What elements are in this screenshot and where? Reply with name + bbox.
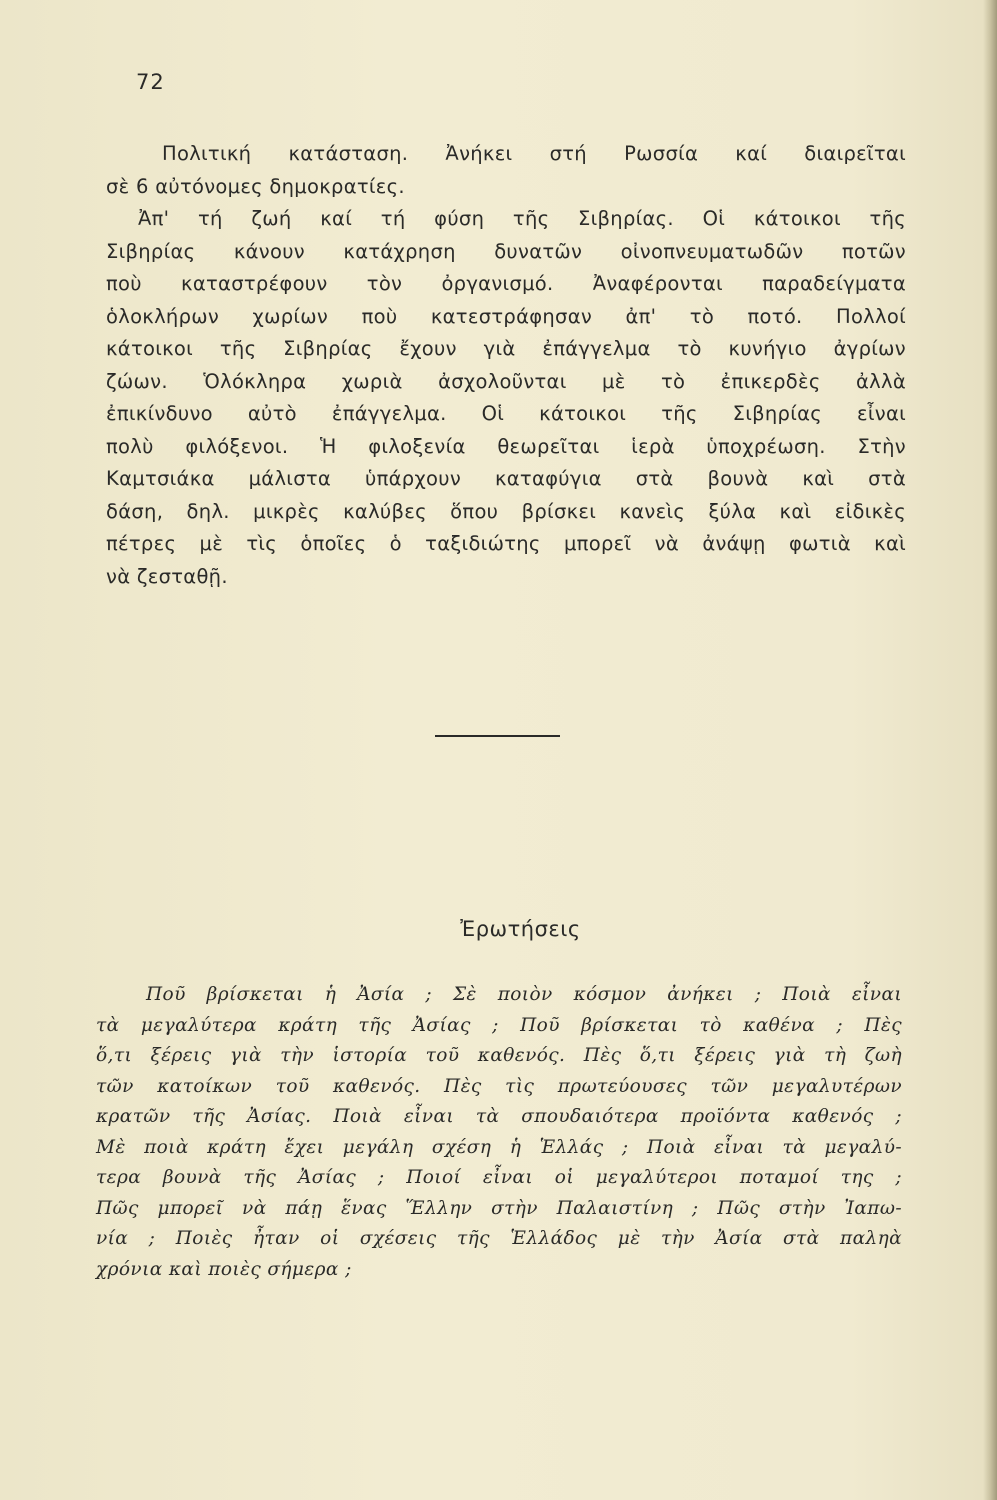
question-line: τερα βουνὰ τῆς Ἀσίας ; Ποιοί εἶναι οἱ μεγαλύτεροι ποταμοί της ; <box>96 1167 902 1188</box>
body-line: ποὺ καταστρέφουν τὸν ὀργανισμό. Ἀναφέρονται παραδείγματα <box>106 272 906 295</box>
question-line: νία ; Ποιὲς ἦταν οἱ σχέσεις τῆς Ἑλλάδος μὲ τὴν Ἀσία στὰ παληὰ <box>96 1228 902 1249</box>
question-line: Ποῦ βρίσκεται ἡ Ἀσία ; Σὲ ποιὸν κόσμον ἀνήκει ; Ποιὰ εἶναι <box>146 984 902 1005</box>
section-divider <box>435 735 560 737</box>
body-line: πολὺ φιλόξενοι. Ἡ φιλοξενία θεωρεῖται ἱερὰ ὑποχρέωση. Στὴν <box>106 434 906 458</box>
body-line: κάτοικοι τῆς Σιβηρίας ἔχουν γιὰ ἐπάγγελμα τὸ κυνήγιο ἀγρίων <box>106 337 906 360</box>
question-line: Μὲ ποιὰ κράτη ἔχει μεγάλη σχέση ἡ Ἑλλάς ; Ποιὰ εἶναι τὰ μεγαλύ- <box>96 1136 902 1158</box>
body-line: Ἀπ' τή ζωή καί τή φύση τῆς Σιβηρίας. Οἱ κάτοικοι τῆς <box>138 207 906 230</box>
question-line: χρόνια καὶ ποιὲς σήμερα ; <box>96 1258 352 1280</box>
page-edge-shadow <box>983 0 997 1500</box>
page-number: 72 <box>136 70 165 94</box>
questions-heading-text: Ἐρωτήσεις <box>460 917 581 941</box>
body-line: ζώων. Ὁλόκληρα χωριὰ ἀσχολοῦνται μὲ τὸ ἐπικερδὲς ἀλλὰ <box>106 369 906 393</box>
body-line: Σιβηρίας κάνουν κατάχρηση δυνατῶν οἰνοπνευματωδῶν ποτῶν <box>106 239 906 263</box>
question-line: τῶν κατοίκων τοῦ καθενός. Πὲς τὶς πρωτεύουσες τῶν μεγαλυτέρων <box>96 1075 902 1097</box>
body-line: πέτρες μὲ τὶς ὁποῖες ὁ ταξιδιώτης μπορεῖ νὰ ἀνάψῃ φωτιὰ καὶ <box>106 532 906 555</box>
body-paragraph <box>106 138 906 593</box>
body-line: σὲ 6 αὐτόνομες δημοκρατίες. <box>106 174 405 198</box>
body-line: ἐπικίνδυνο αὐτὸ ἐπάγγελμα. Οἱ κάτοικοι τῆς Σιβηρίας εἶναι <box>106 402 906 425</box>
questions-paragraph <box>96 980 902 1285</box>
body-line: ὁλοκλήρων χωρίων ποὺ κατεστράφησαν ἀπ' τὸ ποτό. Πολλοί <box>106 304 906 328</box>
question-line: Πῶς μπορεῖ νὰ πάῃ ἕνας Ἕλλην στὴν Παλαιστίνη ; Πῶς στὴν Ἰαπω- <box>96 1197 902 1219</box>
body-line: δάση, δηλ. μικρὲς καλύβες ὅπου βρίσκει κανεὶς ξύλα καὶ εἰδικὲς <box>106 499 906 523</box>
questions-heading <box>0 917 997 941</box>
question-line: τὰ μεγαλύτερα κράτη τῆς Ἀσίας ; Ποῦ βρίσκεται τὸ καθένα ; Πὲς <box>96 1014 902 1036</box>
question-line: ὅ,τι ξέρεις γιὰ τὴν ἱστορία τοῦ καθενός. Πὲς ὅ,τι ξέρεις γιὰ τὴ ζωὴ <box>96 1045 902 1066</box>
question-line: κρατῶν τῆς Ἀσίας. Ποιὰ εἶναι τὰ σπουδαιότερα προϊόντα καθενός ; <box>96 1106 902 1127</box>
body-line: Πολιτική κατάσταση. Ἀνήκει στή Ρωσσία καί διαιρεῖται <box>162 142 906 165</box>
body-line: Καμτσιάκα μάλιστα ὑπάρχουν καταφύγια στὰ βουνὰ καὶ στὰ <box>106 467 906 490</box>
body-line: νὰ ζεσταθῇ. <box>106 564 228 588</box>
